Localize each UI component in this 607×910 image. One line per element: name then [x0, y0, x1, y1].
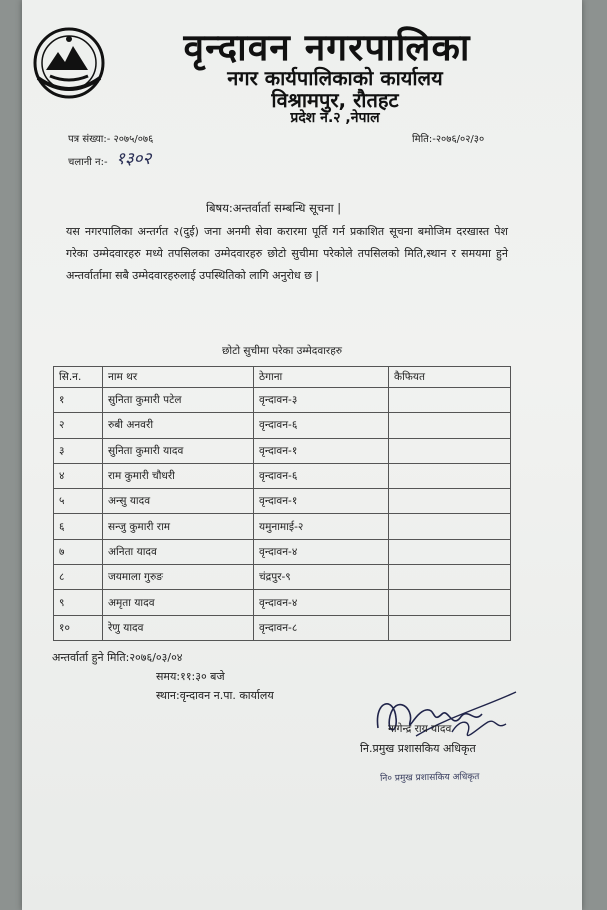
col-header-name: नाम थर	[103, 367, 254, 388]
municipality-emblem-logo	[32, 26, 106, 100]
cell-address: यमुनामाई-२	[254, 514, 389, 539]
cell-remarks	[389, 388, 511, 413]
cell-name: रेणु यादव	[103, 615, 254, 640]
cell-remarks	[389, 565, 511, 590]
cell-remarks	[389, 413, 511, 438]
org-name: वृन्दावन नगरपालिका	[183, 25, 471, 69]
cell-sn: २	[54, 413, 103, 438]
cell-address: वृन्दावन-१	[254, 438, 389, 463]
cell-remarks	[389, 590, 511, 615]
cell-address: वृन्दावन-६	[254, 413, 389, 438]
col-header-sn: सि.न.	[54, 367, 103, 388]
cell-name: अमृता यादव	[103, 590, 254, 615]
subject-line: बिषय:अन्तर्वार्ता सम्बन्धि सूचना |	[206, 201, 342, 215]
cell-sn: ७	[54, 539, 103, 564]
cell-name: रुबी अनवरी	[103, 413, 254, 438]
table-row	[54, 514, 511, 539]
table-row	[54, 590, 511, 615]
cell-remarks	[389, 539, 511, 564]
dispatch-number: १३०२	[116, 149, 152, 169]
cell-sn: ६	[54, 514, 103, 539]
cell-name: जयमाला गुरुङ	[103, 565, 254, 590]
cell-remarks	[389, 438, 511, 463]
cell-sn: ९	[54, 590, 103, 615]
cell-name: अनिता यादव	[103, 539, 254, 564]
table-row	[54, 388, 511, 413]
interview-place: स्थान:वृन्दावन न.पा. कार्यालय	[156, 689, 274, 702]
province-line: प्रदेश नं.२ ,नेपाल	[290, 110, 380, 126]
table-row	[54, 413, 511, 438]
cell-address: वृन्दावन-४	[254, 539, 389, 564]
table-header-row	[54, 367, 511, 388]
cell-name: अन्सु यादव	[103, 489, 254, 514]
shortlist-title: छोटो सुचीमा परेका उम्मेदवारहरु	[222, 345, 343, 357]
signatory-title: नि.प्रमुख प्रशासकिय अधिकृत	[360, 742, 476, 755]
cell-remarks	[389, 463, 511, 488]
shortlist-table	[53, 366, 511, 641]
letter-date: मिति:-२०७६/०२/३०	[412, 134, 485, 145]
stamp-title: नि० प्रमुख प्रशासकिय अधिकृत	[379, 772, 480, 784]
cell-sn: ४	[54, 463, 103, 488]
cell-address: वृन्दावन-१	[254, 489, 389, 514]
interview-time: समय:११:३० बजे	[156, 670, 225, 683]
cell-address: वृन्दावन-३	[254, 388, 389, 413]
signatory-name: नागेन्द्र राय यादव	[388, 723, 452, 735]
cell-name: सुनिता कुमारी यादव	[103, 438, 254, 463]
table-row	[54, 438, 511, 463]
cell-name: सुनिता कुमारी पटेल	[103, 388, 254, 413]
office-location: विश्रामपुर, रौतहट	[271, 88, 399, 112]
col-header-address: ठेगाना	[254, 367, 389, 388]
table-row	[54, 565, 511, 590]
table-row	[54, 463, 511, 488]
letter-number: पत्र संख्या:- २०७५/०७६	[68, 134, 154, 145]
col-header-remarks: कैफियत	[389, 367, 511, 388]
office-name: नगर कार्यपालिकाको कार्यालय	[227, 66, 443, 90]
cell-name: सन्जु कुमारी राम	[103, 514, 254, 539]
cell-sn: ५	[54, 489, 103, 514]
cell-remarks	[389, 615, 511, 640]
cell-remarks	[389, 514, 511, 539]
notice-body: यस नगरपालिका अन्तर्गत २(दुई) जना अनमी सेवा करारमा पूर्ति गर्न प्रकाशित सूचना बमोजिम दरखास्त पेश गरेका उम्मेदवारहरु मध्ये तपसिलका उम्मेदवारहरु छोटो सुचीमा परेकोले तपसिलको मिति,स्थान र समयमा हुने अन्तर्वार्तामा सबै उम्मेदवारहरुलाई उपस्थितिको लागि अनुरोध छ |	[66, 225, 508, 282]
cell-address: वृन्दावन-४	[254, 590, 389, 615]
dispatch-label: चलानी न:-	[68, 157, 108, 168]
cell-address: वृन्दावन-६	[254, 463, 389, 488]
cell-sn: ३	[54, 438, 103, 463]
cell-address: वृन्दावन-८	[254, 615, 389, 640]
table-row	[54, 615, 511, 640]
cell-sn: १०	[54, 615, 103, 640]
interview-date: अन्तर्वार्ता हुने मिति:२०७६/०३/०४	[52, 651, 183, 664]
table-row	[54, 489, 511, 514]
cell-name: राम कुमारी चौधरी	[103, 463, 254, 488]
cell-remarks	[389, 489, 511, 514]
cell-sn: ८	[54, 565, 103, 590]
cell-address: चंद्रपुर-९	[254, 565, 389, 590]
table-row	[54, 539, 511, 564]
cell-sn: १	[54, 388, 103, 413]
